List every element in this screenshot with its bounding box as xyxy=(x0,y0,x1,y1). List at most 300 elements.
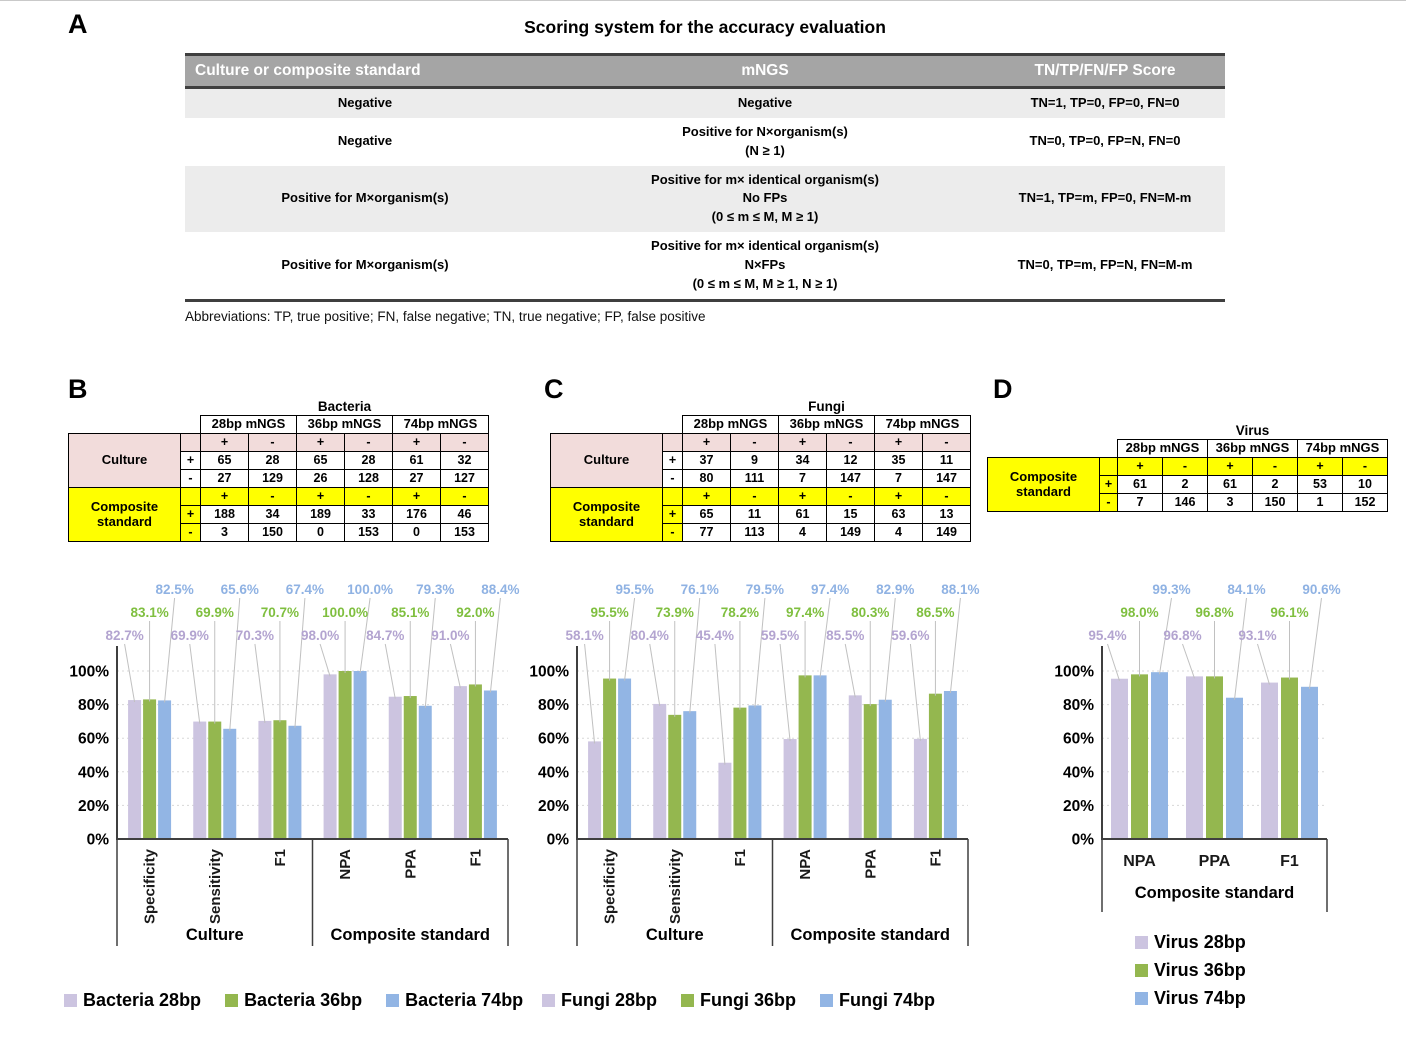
value-cell: 153 xyxy=(441,524,489,542)
legend-swatch xyxy=(64,994,77,1007)
bar xyxy=(1111,679,1128,839)
category-label: NPA xyxy=(797,849,815,880)
table-row xyxy=(185,88,1225,118)
sign-header-cell: - xyxy=(249,434,297,452)
y-tick-label: 100% xyxy=(1054,663,1094,681)
category-label: Sensitivity xyxy=(206,849,224,925)
col-header: 28bp mNGS xyxy=(1118,440,1208,458)
bar-value-label: 58.1% xyxy=(565,628,604,643)
colheader-row xyxy=(988,440,1388,458)
value-cell: 113 xyxy=(731,524,779,542)
col-header: 36bp mNGS xyxy=(1208,440,1298,458)
row-sign-cell: + xyxy=(663,452,683,470)
sign-header-cell: + xyxy=(297,488,345,506)
value-cell: 53 xyxy=(1298,476,1343,494)
y-tick-label: 100% xyxy=(529,663,569,681)
bar-value-label: 84.1% xyxy=(1227,582,1266,597)
standard-cell: Positive for M×organism(s) xyxy=(281,256,449,272)
bar-value-label: 70.3% xyxy=(235,628,275,643)
row-sign-cell: - xyxy=(181,524,201,542)
col-header: 74bp mNGS xyxy=(393,416,489,434)
leader-line xyxy=(1235,598,1247,700)
value-cell: 34 xyxy=(779,452,827,470)
y-tick-label: 0% xyxy=(86,831,109,849)
value-cell: 127 xyxy=(441,470,489,488)
bar xyxy=(1281,678,1298,839)
section-label: Culture xyxy=(551,434,663,488)
title-row xyxy=(551,398,971,416)
value-cell: 176 xyxy=(393,506,441,524)
score-cell: TN=0, TP=m, FP=N, FN=M-m xyxy=(1017,256,1193,272)
leader-line xyxy=(780,644,790,741)
col-header: 28bp mNGS xyxy=(683,416,779,434)
standard-cell: Negative xyxy=(337,133,393,149)
bar xyxy=(454,686,467,839)
value-cell: 1 xyxy=(1298,494,1343,512)
value-cell: 12 xyxy=(827,452,875,470)
sign-header-cell: + xyxy=(1208,458,1253,476)
value-cell: 9 xyxy=(731,452,779,470)
col-header: 74bp mNGS xyxy=(1298,440,1388,458)
bar xyxy=(1206,676,1223,839)
legend-label: Virus 36bp xyxy=(1154,960,1246,980)
sign-spacer xyxy=(663,488,683,506)
bar-value-label: 82.5% xyxy=(155,582,194,597)
bar-value-label: 80.4% xyxy=(630,628,669,643)
bar xyxy=(849,695,862,839)
value-cell: 61 xyxy=(1118,476,1163,494)
bar-value-label: 70.7% xyxy=(260,605,300,620)
value-cell: 2 xyxy=(1253,476,1298,494)
row-sign-cell: - xyxy=(663,524,683,542)
group-label: Culture xyxy=(645,926,704,944)
bar-value-label: 84.7% xyxy=(366,628,405,643)
value-cell: 10 xyxy=(1343,476,1388,494)
value-cell: 188 xyxy=(201,506,249,524)
column-header: mNGS xyxy=(545,55,985,88)
fungi-confusion-table xyxy=(550,398,971,542)
col-header: 36bp mNGS xyxy=(297,416,393,434)
row-sign-cell: - xyxy=(1100,494,1118,512)
panel-a-title: Scoring system for the accuracy evaluation xyxy=(524,17,886,37)
sign-header-cell: - xyxy=(441,488,489,506)
panel-d-label: D xyxy=(993,374,1013,404)
legend-label: Bacteria 28bp xyxy=(83,990,202,1010)
bar-value-label: 93.1% xyxy=(1238,628,1277,643)
value-cell: 4 xyxy=(779,524,827,542)
value-cell: 129 xyxy=(249,470,297,488)
bar xyxy=(1151,672,1168,839)
panel-c-label: C xyxy=(544,374,564,404)
title-row xyxy=(988,422,1388,440)
value-cell: 3 xyxy=(1208,494,1253,512)
virus-bar-chart xyxy=(1025,574,1366,920)
bar xyxy=(324,674,337,839)
fungi-bar-chart xyxy=(520,574,990,976)
colheader-row xyxy=(551,416,971,434)
bar xyxy=(128,700,141,839)
value-cell: 46 xyxy=(441,506,489,524)
bar xyxy=(668,715,681,839)
sign-header-cell: - xyxy=(1253,458,1298,476)
legend-swatch xyxy=(681,994,694,1007)
sign-header-cell: - xyxy=(1163,458,1208,476)
bar xyxy=(653,704,666,839)
sign-header-cell: - xyxy=(345,488,393,506)
bar-value-label: 95.5% xyxy=(590,605,629,620)
mngs-line: (0 ≤ m ≤ M, M ≥ 1, N ≥ 1) xyxy=(692,275,838,291)
bar-value-label: 91.0% xyxy=(431,628,470,643)
legend-item xyxy=(542,990,657,1011)
mngs-line: Positive for m× identical organism(s) xyxy=(651,171,879,187)
sign-header-cell: + xyxy=(875,488,923,506)
sign-spacer xyxy=(181,434,201,452)
sign-spacer xyxy=(181,488,201,506)
value-cell: 3 xyxy=(201,524,249,542)
legend-swatch xyxy=(386,994,399,1007)
sign-spacer xyxy=(1100,458,1118,476)
legend-swatch xyxy=(225,994,238,1007)
category-label: PPA xyxy=(402,849,420,879)
bar xyxy=(588,741,601,839)
legend-label: Virus 74bp xyxy=(1154,988,1246,1008)
row-sign-cell: - xyxy=(663,470,683,488)
group-label: Composite standard xyxy=(330,926,491,944)
sign-header-row xyxy=(988,458,1388,476)
score-cell: TN=1, TP=0, FP=0, FN=0 xyxy=(985,88,1225,118)
bacteria-bar-chart xyxy=(62,574,532,976)
bar xyxy=(914,739,927,839)
value-cell: 37 xyxy=(683,452,731,470)
bar-value-label: 96.8% xyxy=(1195,605,1234,620)
value-cell: 7 xyxy=(1118,494,1163,512)
spacer-cell xyxy=(551,398,683,416)
y-tick-label: 20% xyxy=(77,797,109,815)
bar-value-label: 100.0% xyxy=(347,582,393,597)
value-cell: 11 xyxy=(731,506,779,524)
sign-header-cell: - xyxy=(827,434,875,452)
bar xyxy=(354,671,367,839)
value-cell: 63 xyxy=(875,506,923,524)
section-label: Culture xyxy=(69,434,181,488)
bar-value-label: 99.3% xyxy=(1152,582,1191,597)
row-sign-cell: + xyxy=(181,506,201,524)
table-row xyxy=(185,232,1225,300)
value-cell: 27 xyxy=(393,470,441,488)
legend-label: Fungi 74bp xyxy=(839,990,935,1010)
bar xyxy=(273,720,286,839)
value-cell: 152 xyxy=(1343,494,1388,512)
group-label: Composite standard xyxy=(1134,884,1295,902)
bar xyxy=(799,675,812,839)
category-label: F1 xyxy=(1280,853,1299,870)
sign-header-cell: + xyxy=(1298,458,1343,476)
bar xyxy=(143,699,156,839)
sign-header-cell: - xyxy=(731,488,779,506)
legend-label: Fungi 28bp xyxy=(561,990,657,1010)
bar-value-label: 76.1% xyxy=(680,582,719,597)
category-label: PPA xyxy=(862,849,880,879)
panel-c xyxy=(520,374,990,1042)
bar xyxy=(814,675,827,839)
legend-item xyxy=(1135,988,1246,1009)
sign-header-cell: + xyxy=(683,488,731,506)
bar-value-label: 79.3% xyxy=(416,582,455,597)
bar xyxy=(683,711,696,839)
value-cell: 153 xyxy=(345,524,393,542)
category-label: NPA xyxy=(1123,853,1156,870)
header-row xyxy=(185,55,1225,88)
group-label: Composite standard xyxy=(790,926,951,944)
value-cell: 32 xyxy=(441,452,489,470)
bar-value-label: 59.5% xyxy=(760,628,800,643)
leader-line xyxy=(1310,598,1322,689)
value-cell: 27 xyxy=(201,470,249,488)
legend-swatch xyxy=(1135,936,1148,949)
mngs-cell xyxy=(545,166,985,233)
value-cell: 26 xyxy=(297,470,345,488)
table-title: Bacteria xyxy=(317,398,372,414)
bar xyxy=(603,679,616,839)
fungi-legend xyxy=(542,990,935,1011)
panel-d xyxy=(985,374,1406,1042)
bar-value-label: 97.4% xyxy=(810,582,850,597)
spacer-cell xyxy=(69,416,201,434)
value-cell: 2 xyxy=(1163,476,1208,494)
bar-value-label: 92.0% xyxy=(456,605,495,620)
legend-item xyxy=(225,990,362,1011)
category-label: F1 xyxy=(927,849,945,867)
bar xyxy=(879,700,892,839)
panel-b-label: B xyxy=(68,374,88,404)
y-tick-label: 80% xyxy=(77,697,109,715)
bacteria-legend xyxy=(64,990,523,1011)
value-cell: 80 xyxy=(683,470,731,488)
sign-header-cell: - xyxy=(827,488,875,506)
virus-legend xyxy=(1135,932,1246,1009)
sign-header-cell: - xyxy=(249,488,297,506)
bar-value-label: 69.9% xyxy=(195,605,234,620)
leader-line xyxy=(125,644,135,702)
legend-item xyxy=(1135,960,1246,981)
section-label: Composite standard xyxy=(551,488,663,542)
leader-line xyxy=(1183,644,1195,678)
y-tick-label: 60% xyxy=(537,730,569,748)
bar xyxy=(223,729,236,839)
spacer-cell xyxy=(551,416,683,434)
value-cell: 65 xyxy=(201,452,249,470)
bar-value-label: 98.0% xyxy=(1120,605,1159,620)
bar-value-label: 78.2% xyxy=(720,605,760,620)
value-cell: 0 xyxy=(393,524,441,542)
sign-header-cell: + xyxy=(297,434,345,452)
col-header: 74bp mNGS xyxy=(875,416,971,434)
bar xyxy=(618,679,631,839)
value-cell: 65 xyxy=(683,506,731,524)
sign-header-row xyxy=(69,488,489,506)
legend-swatch xyxy=(820,994,833,1007)
value-cell: 149 xyxy=(827,524,875,542)
legend-item xyxy=(1135,932,1246,953)
y-tick-label: 100% xyxy=(69,663,109,681)
mngs-cell xyxy=(545,232,985,300)
sign-header-cell: + xyxy=(683,434,731,452)
row-sign-cell: - xyxy=(181,470,201,488)
sign-header-cell: + xyxy=(779,488,827,506)
bar xyxy=(1301,687,1318,839)
category-label: F1 xyxy=(731,849,749,867)
value-cell: 147 xyxy=(827,470,875,488)
bar xyxy=(389,697,402,839)
sign-header-cell: - xyxy=(441,434,489,452)
bar xyxy=(288,726,301,839)
bar xyxy=(469,684,482,839)
bar xyxy=(193,722,206,839)
value-cell: 34 xyxy=(249,506,297,524)
bar xyxy=(419,706,432,839)
bar xyxy=(158,700,171,839)
table-row xyxy=(185,118,1225,166)
category-label: F1 xyxy=(467,849,485,867)
value-cell: 189 xyxy=(297,506,345,524)
bar-value-label: 85.1% xyxy=(391,605,430,620)
legend-label: Bacteria 74bp xyxy=(405,990,524,1010)
sign-header-cell: - xyxy=(923,488,971,506)
bacteria-confusion-table xyxy=(68,398,489,542)
bar xyxy=(1261,683,1278,839)
leader-line xyxy=(1108,644,1120,681)
mngs-line: Positive for N×organism(s) xyxy=(682,123,848,139)
col-header: 36bp mNGS xyxy=(779,416,875,434)
group-label: Culture xyxy=(185,926,244,944)
value-cell: 11 xyxy=(923,452,971,470)
mngs-line: (0 ≤ m ≤ M, M ≥ 1) xyxy=(711,209,819,225)
leader-line xyxy=(255,644,265,723)
bar-value-label: 80.3% xyxy=(851,605,890,620)
sign-header-cell: - xyxy=(923,434,971,452)
legend-label: Bacteria 36bp xyxy=(244,990,363,1010)
value-cell: 0 xyxy=(297,524,345,542)
bar-value-label: 86.5% xyxy=(916,605,955,620)
bar xyxy=(208,722,221,839)
sign-header-cell: + xyxy=(875,434,923,452)
sign-header-cell: + xyxy=(779,434,827,452)
value-cell: 13 xyxy=(923,506,971,524)
spacer-cell xyxy=(988,422,1118,440)
row-sign-cell: + xyxy=(181,452,201,470)
y-tick-label: 40% xyxy=(1062,764,1094,782)
sign-header-cell: + xyxy=(201,488,249,506)
y-tick-label: 0% xyxy=(1071,831,1094,849)
spacer-cell xyxy=(69,398,201,416)
table-row xyxy=(185,166,1225,233)
category-label: F1 xyxy=(271,849,289,867)
scoring-table xyxy=(185,53,1225,302)
leader-line xyxy=(190,644,200,724)
sign-header-cell: + xyxy=(201,434,249,452)
bar xyxy=(733,708,746,839)
sign-header-cell: + xyxy=(393,488,441,506)
bar xyxy=(864,704,877,839)
mngs-line: Negative xyxy=(737,95,793,110)
section-label: Composite standard xyxy=(988,458,1100,512)
colheader-row xyxy=(69,416,489,434)
bar xyxy=(1226,698,1243,839)
value-cell: 146 xyxy=(1163,494,1208,512)
mngs-line: No FPs xyxy=(742,190,788,206)
value-cell: 147 xyxy=(923,470,971,488)
panel-b xyxy=(62,374,532,1042)
standard-cell: Positive for M×organism(s) xyxy=(185,166,545,233)
y-tick-label: 20% xyxy=(537,797,569,815)
bar-value-label: 85.5% xyxy=(826,628,865,643)
value-cell: 61 xyxy=(393,452,441,470)
sign-header-row xyxy=(551,434,971,452)
table-title: Fungi xyxy=(808,398,845,414)
y-tick-label: 20% xyxy=(1062,797,1094,815)
bar-value-label: 96.1% xyxy=(1270,605,1309,620)
bar xyxy=(339,671,352,839)
bar xyxy=(1131,674,1148,839)
mngs-line: N×FPs xyxy=(744,256,786,272)
bar-value-label: 67.4% xyxy=(285,582,325,597)
virus-confusion-table xyxy=(987,422,1388,512)
bar xyxy=(748,705,761,839)
value-cell: 111 xyxy=(731,470,779,488)
row-sign-cell: + xyxy=(663,506,683,524)
value-cell: 7 xyxy=(779,470,827,488)
value-cell: 15 xyxy=(827,506,875,524)
category-label: Specificity xyxy=(601,849,619,925)
value-cell: 149 xyxy=(923,524,971,542)
bar-value-label: 82.7% xyxy=(105,628,144,643)
value-cell: 28 xyxy=(249,452,297,470)
bar-value-label: 95.4% xyxy=(1088,628,1127,643)
bar xyxy=(1186,676,1203,839)
legend-label: Virus 28bp xyxy=(1154,932,1246,952)
score-cell: TN=0, TP=0, FP=N, FN=0 xyxy=(1029,133,1181,149)
bar-value-label: 96.8% xyxy=(1163,628,1202,643)
title-row xyxy=(69,398,489,416)
y-tick-label: 40% xyxy=(77,764,109,782)
bar xyxy=(784,739,797,839)
y-tick-label: 80% xyxy=(1062,697,1094,715)
bar xyxy=(718,763,731,839)
bar xyxy=(258,721,271,839)
y-tick-label: 60% xyxy=(77,730,109,748)
legend-item xyxy=(681,990,796,1011)
y-tick-label: 60% xyxy=(1062,730,1094,748)
legend-item xyxy=(386,990,523,1011)
value-cell: 28 xyxy=(345,452,393,470)
sign-header-cell: + xyxy=(1118,458,1163,476)
category-label: Sensitivity xyxy=(666,849,684,925)
leader-line xyxy=(585,644,595,743)
section-label: Composite standard xyxy=(69,488,181,542)
value-cell: 4 xyxy=(875,524,923,542)
sign-header-cell: - xyxy=(731,434,779,452)
legend-item xyxy=(64,990,201,1011)
leader-line xyxy=(910,644,920,741)
sign-header-cell: - xyxy=(1343,458,1388,476)
col-header: 28bp mNGS xyxy=(201,416,297,434)
value-cell: 61 xyxy=(1208,476,1253,494)
leader-line xyxy=(650,644,660,706)
bar xyxy=(404,696,417,839)
panel-a-table-wrap xyxy=(185,53,1225,324)
bar-value-label: 88.1% xyxy=(941,582,980,597)
y-tick-label: 0% xyxy=(546,831,569,849)
